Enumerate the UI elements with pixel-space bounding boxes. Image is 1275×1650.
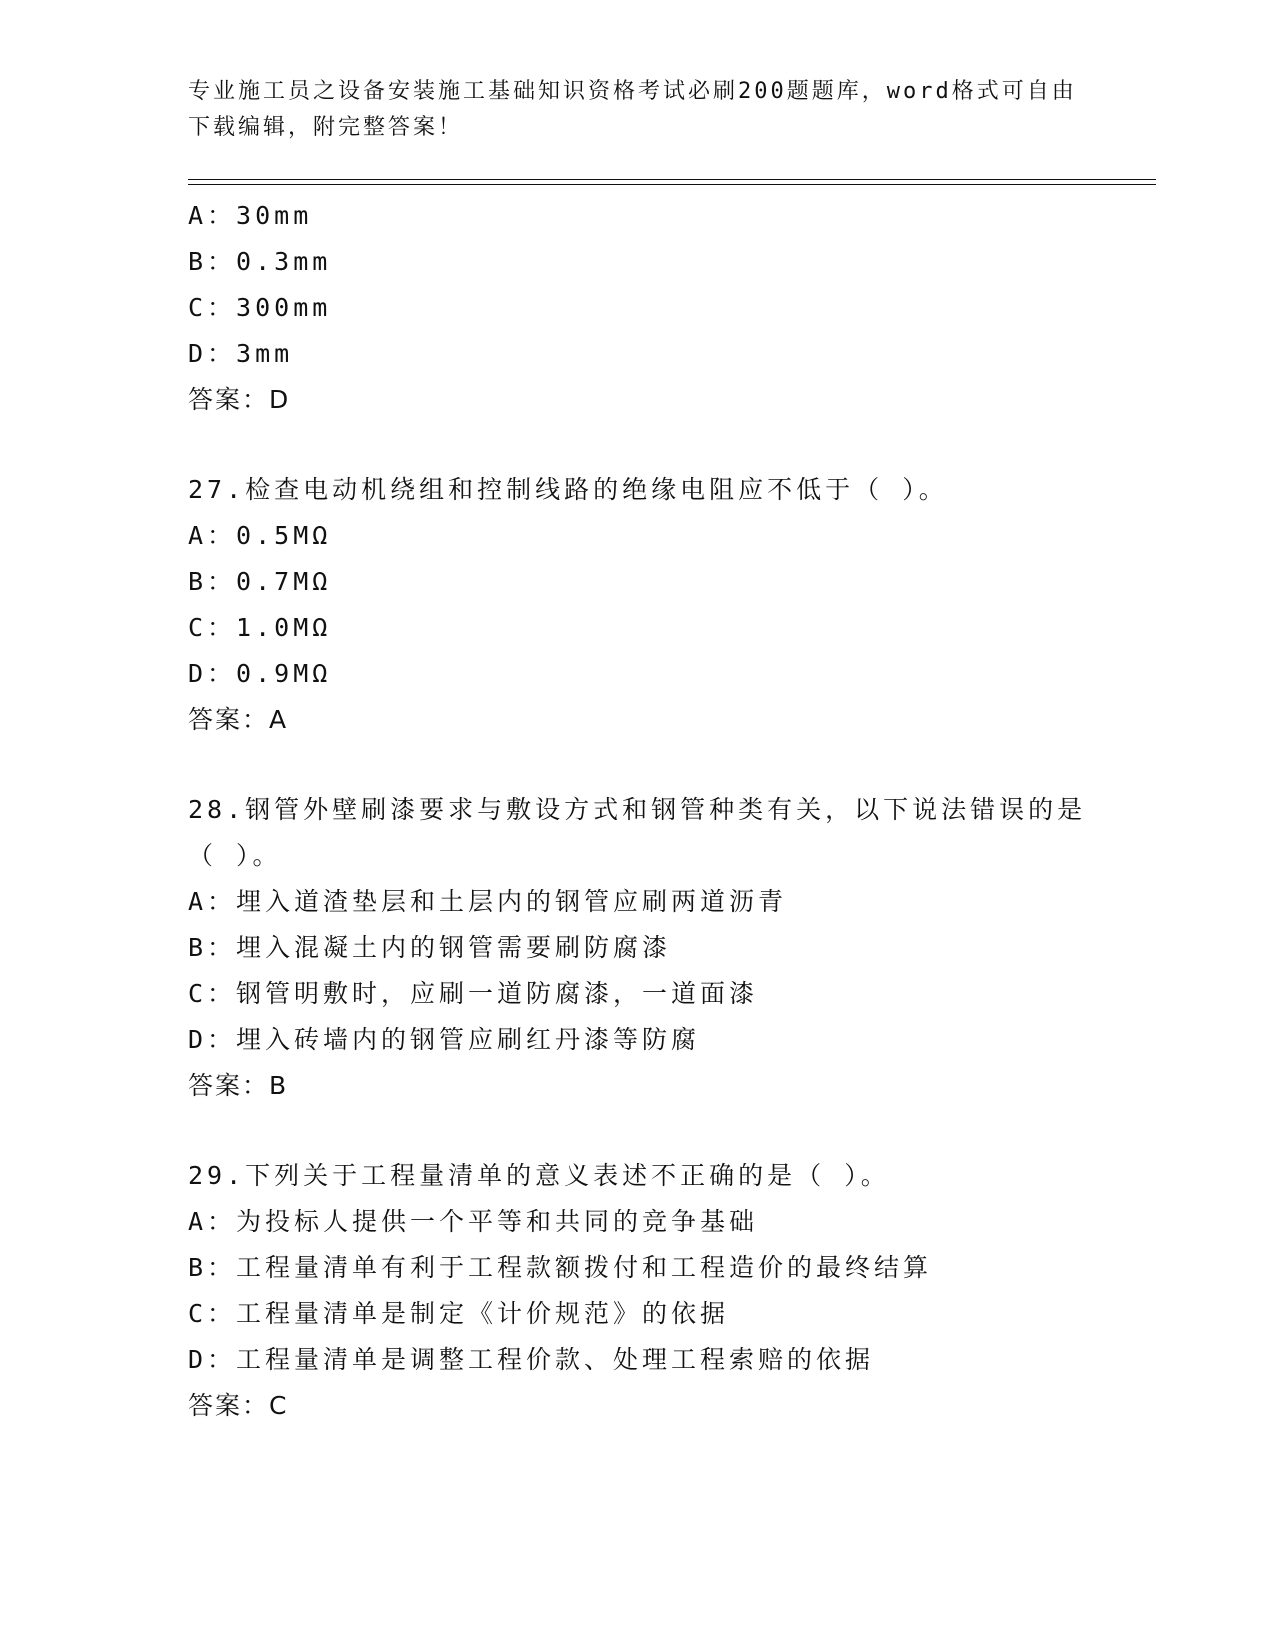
option-c: C：300mm	[188, 293, 332, 322]
question-text: 27.检查电动机绕组和控制线路的绝缘电阻应不低于（ ）。	[188, 475, 948, 504]
question-text-line-1: 28.钢管外壁刷漆要求与敷设方式和钢管种类有关，以下说法错误的是	[188, 795, 1087, 824]
question-text: 29.下列关于工程量清单的意义表述不正确的是（ ）。	[188, 1161, 890, 1190]
option-d: D：0.9MΩ	[188, 659, 332, 688]
option-d: D：埋入砖墙内的钢管应刷红丹漆等防腐	[188, 1025, 701, 1054]
question-text-line-2: （ ）。	[188, 841, 282, 870]
question-list	[188, 193, 1088, 1429]
answer: 答案：A	[188, 705, 289, 734]
header-divider-bottom	[188, 184, 1156, 185]
option-d: D：3mm	[188, 339, 294, 368]
option-b: B：工程量清单有利于工程款额拨付和工程造价的最终结算	[188, 1253, 933, 1282]
option-c: C：1.0MΩ	[188, 613, 332, 642]
question-29	[188, 1153, 1088, 1429]
option-c: C：钢管明敷时，应刷一道防腐漆，一道面漆	[188, 979, 759, 1008]
header-divider-top	[188, 179, 1156, 180]
option-a: A：埋入道渣垫层和土层内的钢管应刷两道沥青	[188, 887, 788, 916]
option-c: C：工程量清单是制定《计价规范》的依据	[188, 1299, 730, 1328]
option-d: D：工程量清单是调整工程价款、处理工程索赔的依据	[188, 1345, 875, 1374]
header-line-2: 下载编辑，附完整答案！	[188, 115, 464, 140]
question-27	[188, 467, 1088, 743]
option-b: B：埋入混凝土内的钢管需要刷防腐漆	[188, 933, 672, 962]
option-a: A：为投标人提供一个平等和共同的竞争基础	[188, 1207, 759, 1236]
option-b: B：0.3mm	[188, 247, 332, 276]
option-b: B：0.7MΩ	[188, 567, 332, 596]
option-a: A：30mm	[188, 201, 313, 230]
question-26	[188, 193, 1088, 423]
answer: 答案：B	[188, 1071, 289, 1100]
document-header	[188, 74, 1088, 146]
header-line-1: 专业施工员之设备安装施工基础知识资格考试必刷200题题库，word格式可自由	[188, 79, 1077, 104]
answer: 答案：C	[188, 1391, 289, 1420]
question-28	[188, 787, 1088, 1109]
answer: 答案：D	[188, 385, 291, 414]
option-a: A：0.5MΩ	[188, 521, 332, 550]
